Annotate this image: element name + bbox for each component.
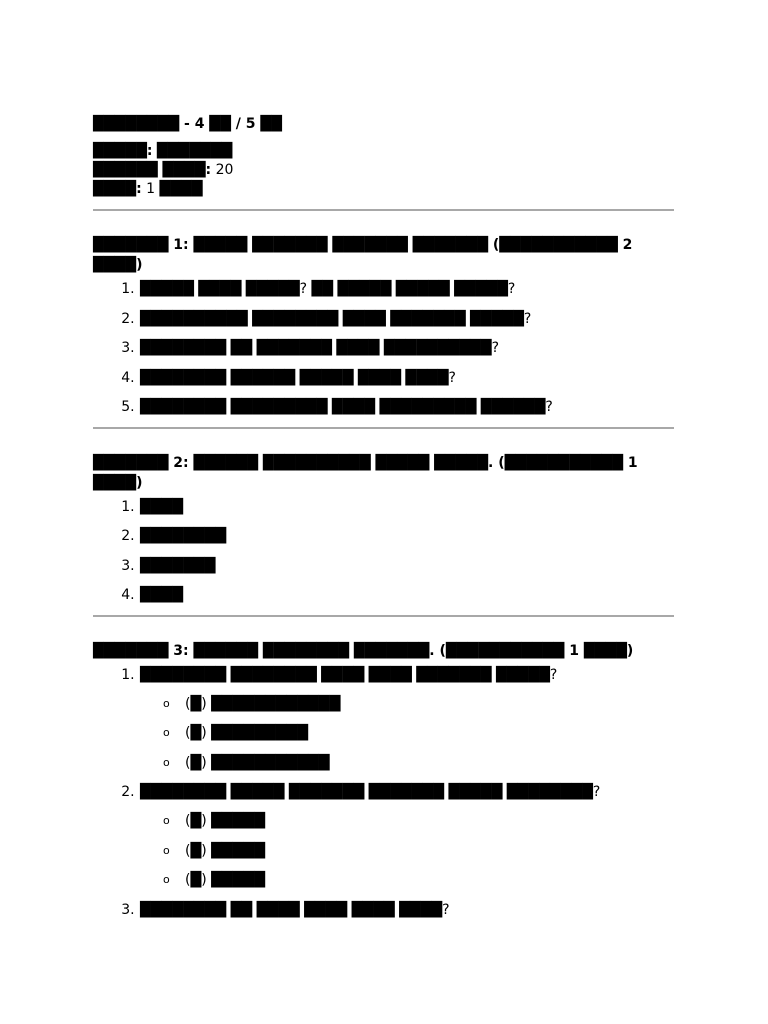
option-list	[140, 694, 674, 773]
subject-line	[93, 142, 674, 161]
option-text: (█) █████████	[185, 725, 309, 741]
question-item: 1. ████	[139, 497, 674, 517]
divider	[93, 615, 674, 617]
question-item: 3. ███████	[139, 556, 674, 576]
total-marks-line	[93, 161, 674, 180]
section-1	[93, 235, 674, 417]
option-item	[163, 870, 674, 890]
option-item	[163, 811, 674, 831]
bullet-icon: o	[163, 873, 170, 886]
bullet-icon: o	[163, 814, 170, 827]
question-list	[93, 279, 674, 417]
option-item	[163, 694, 674, 714]
question-item: 2. ████████	[139, 526, 674, 546]
question-item: 2. ██████████ ████████ ████ ███████ █████?	[139, 309, 674, 329]
bullet-icon: o	[163, 843, 170, 857]
total-marks-value: 20	[215, 162, 234, 178]
option-item	[163, 753, 674, 773]
question-list	[93, 665, 674, 920]
exam-title: ████████ - 4 ██ / 5 ██	[93, 116, 282, 132]
divider	[93, 209, 674, 211]
bullet-icon: o	[163, 696, 170, 710]
section-heading: ███████ 1: █████ ███████ ███████ ███████ (███████████ 2 ████)	[93, 237, 633, 273]
option-list	[140, 811, 674, 890]
question-item: 1. █████ ████ █████? ██ █████ █████ █████?	[139, 279, 674, 299]
question-item: 4. ████████ ██████ █████ ████ ████?	[139, 368, 674, 388]
exam-meta	[93, 142, 674, 199]
section-heading: ███████ 3: ██████ ████████ ███████. (███████████ 1 ████)	[93, 642, 634, 659]
option-item	[163, 841, 674, 861]
section-2	[93, 453, 674, 606]
total-marks-label: ██████ ████:	[93, 162, 212, 178]
question-item: 3. ████████ ██ ███████ ████ ██████████?	[139, 338, 674, 358]
subject-value: ███████	[156, 143, 233, 159]
option-text: (█) █████	[185, 813, 265, 829]
section-heading: ███████ 2: ██████ ██████████ █████ █████. (███████████ 1 ████)	[93, 454, 638, 491]
divider	[93, 427, 674, 429]
option-text: (█) ███████████	[185, 754, 330, 771]
section-3	[93, 641, 674, 920]
bullet-icon: o	[163, 755, 170, 769]
bullet-icon: o	[163, 726, 170, 739]
subject-label: █████:	[93, 143, 153, 159]
time-line	[93, 180, 674, 199]
question-list	[93, 497, 674, 606]
question-item: 5. ████████ █████████ ████ █████████ ██████?	[139, 397, 674, 417]
time-value: 1 ████	[146, 181, 203, 197]
option-text: (█) █████	[185, 842, 265, 859]
question-item: 3. ████████ ██ ████ ████ ████ ████?	[139, 900, 674, 920]
question-text: ████████ ████████ ████ ████ ███████ █████?	[140, 666, 558, 683]
option-item	[163, 723, 674, 743]
question-text: ████████ █████ ███████ ███████ █████ ████████?	[140, 784, 601, 800]
time-label: ████:	[93, 181, 142, 197]
option-text: (█) █████	[185, 872, 265, 888]
question-item	[139, 782, 674, 890]
question-item: 4. ████	[139, 585, 674, 605]
option-text: (█) ████████████	[185, 695, 341, 712]
question-item	[139, 665, 674, 773]
